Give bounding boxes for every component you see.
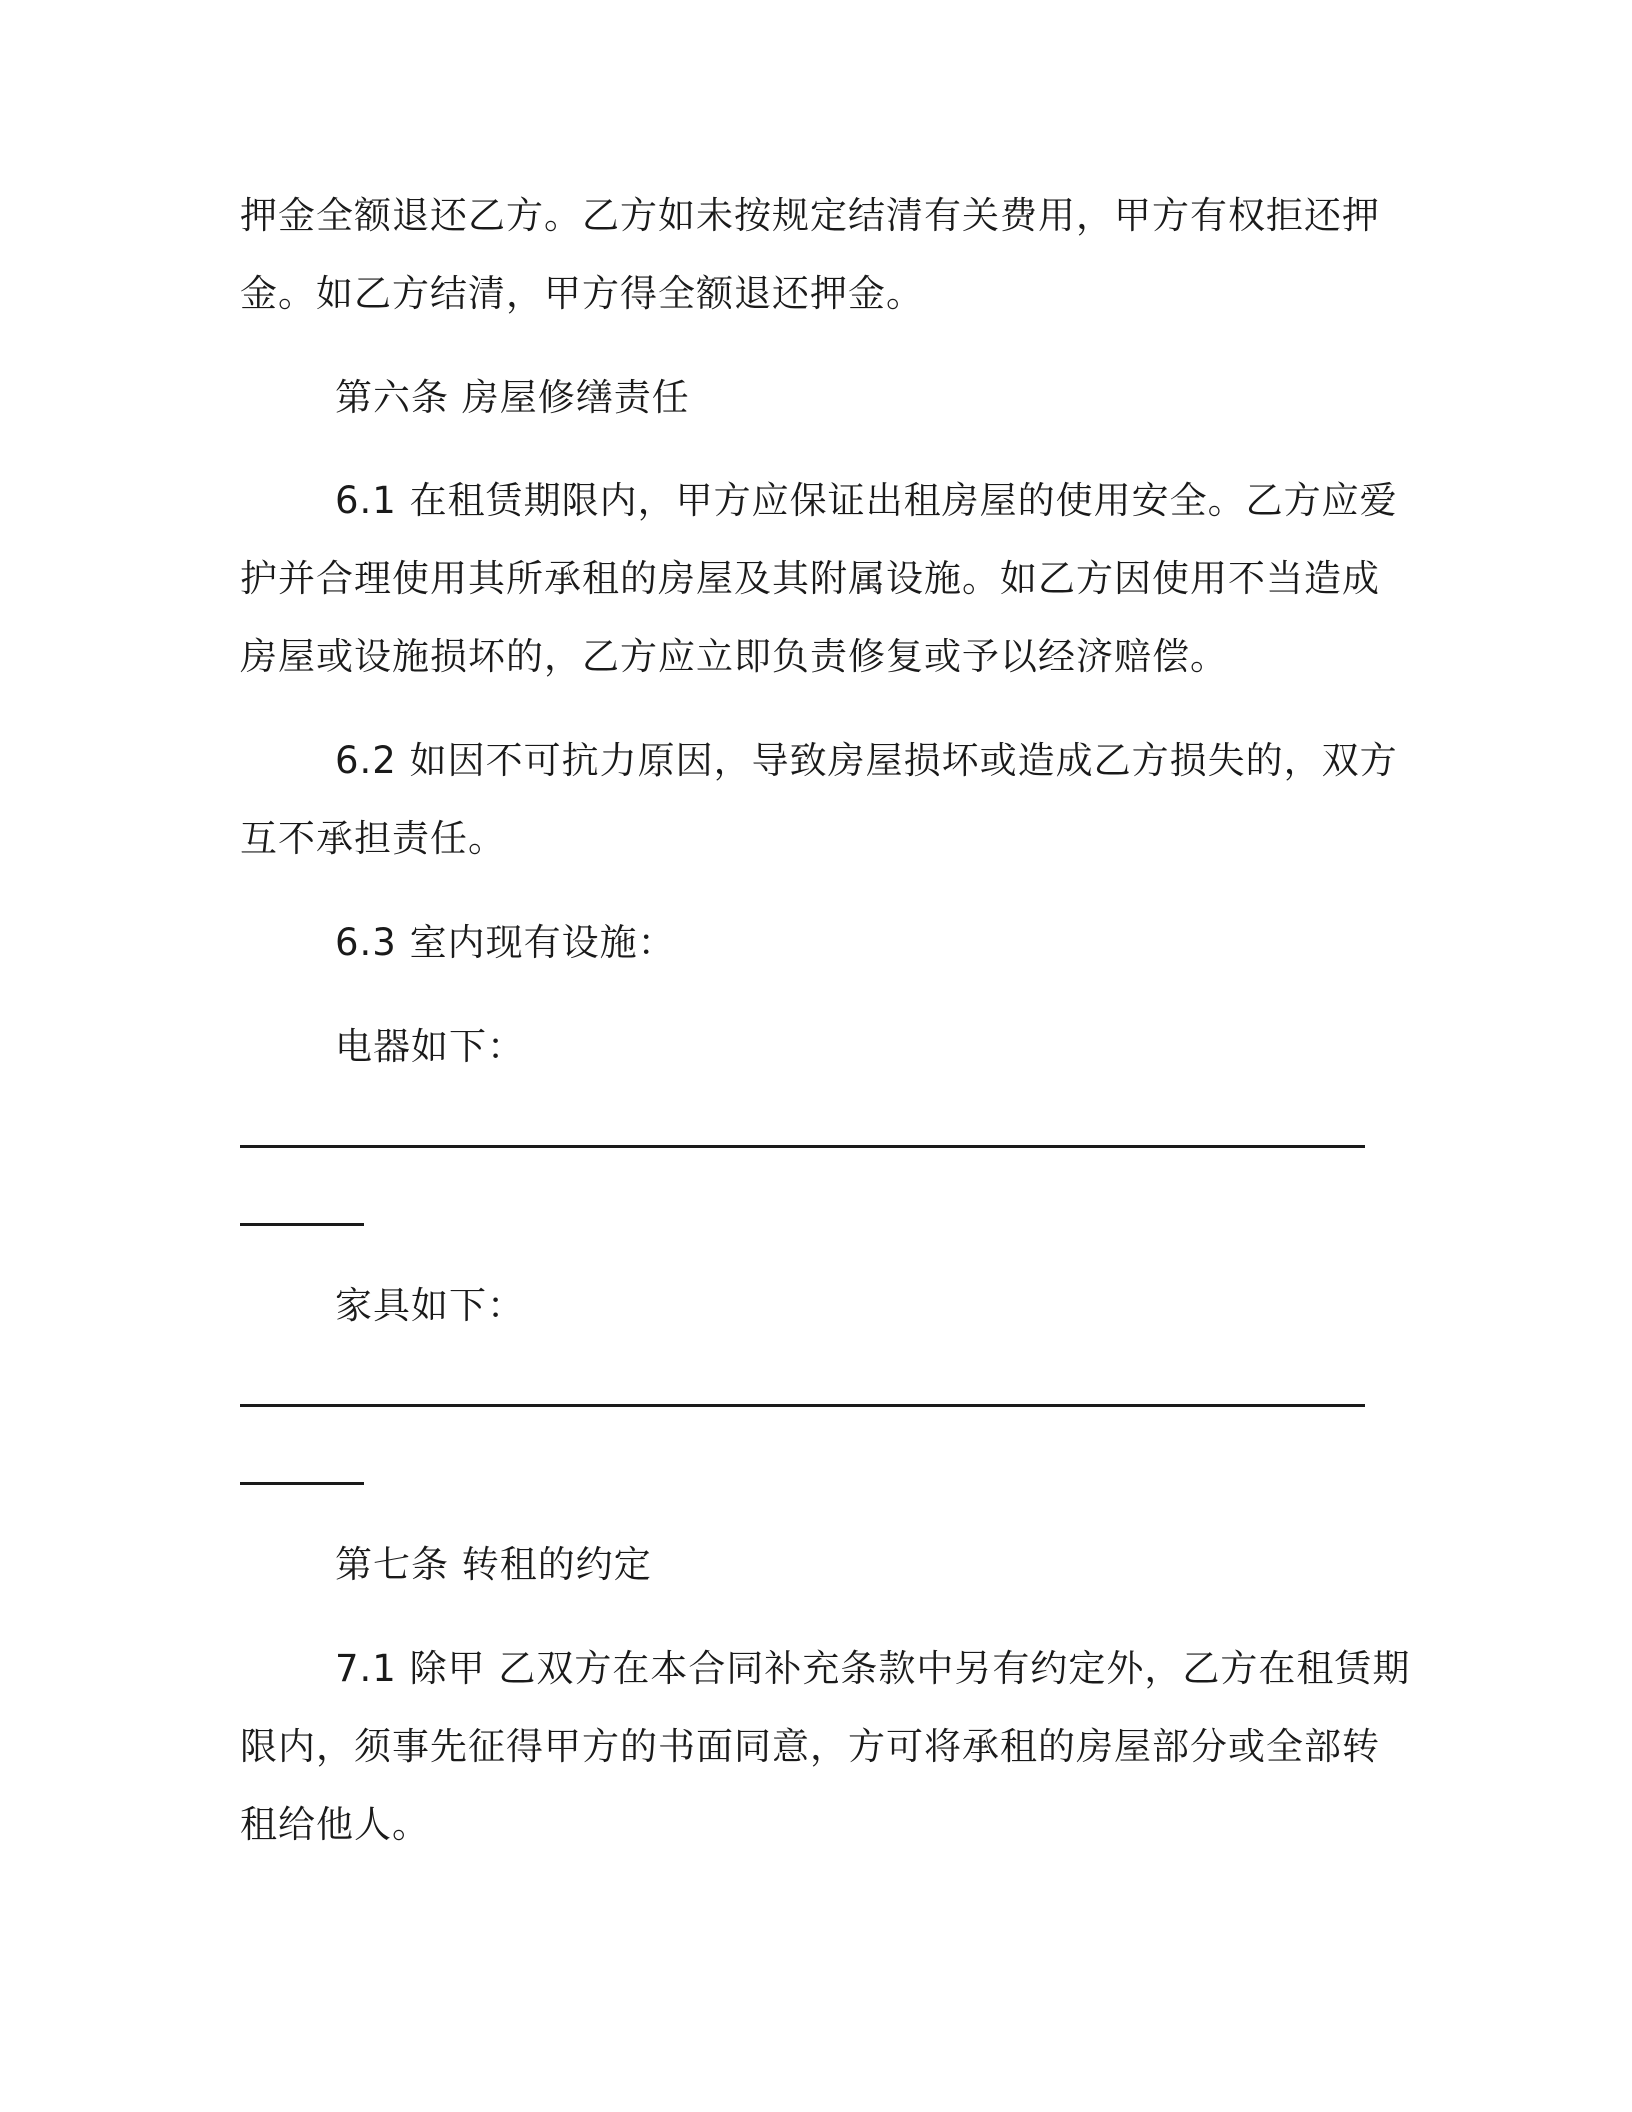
- article-7-heading: 第七条 转租的约定: [335, 1543, 652, 1586]
- article-6-heading: 第六条 房屋修缮责任: [335, 376, 690, 419]
- deposit-text-line-2: 金。如乙方结清，甲方得全额退还押金。: [240, 272, 924, 315]
- clause-6-2-line-2: 互不承担责任。: [240, 817, 506, 860]
- furniture-label: 家具如下：: [335, 1284, 525, 1327]
- furniture-fill-line-2: [240, 1482, 364, 1485]
- clause-6-1-line-2: 护并合理使用其所承租的房屋及其附属设施。如乙方因使用不当造成: [240, 557, 1380, 600]
- furniture-fill-line-1: [240, 1404, 1365, 1407]
- clause-7-1-line-3: 租给他人。: [240, 1803, 430, 1846]
- clause-6-2-line-1: 6.2 如因不可抗力原因，导致房屋损坏或造成乙方损失的，双方: [335, 739, 1398, 782]
- appliances-fill-line-2: [240, 1223, 364, 1226]
- appliances-fill-line-1: [240, 1145, 1365, 1148]
- appliances-label: 电器如下：: [335, 1025, 525, 1068]
- clause-7-1-line-1: 7.1 除甲 乙双方在本合同补充条款中另有约定外，乙方在租赁期: [335, 1647, 1411, 1690]
- clause-6-3: 6.3 室内现有设施：: [335, 921, 676, 964]
- clause-7-1-line-2: 限内，须事先征得甲方的书面同意，方可将承租的房屋部分或全部转: [240, 1725, 1380, 1768]
- clause-6-1-line-3: 房屋或设施损坏的，乙方应立即负责修复或予以经济赔偿。: [240, 635, 1228, 678]
- deposit-text-line-1: 押金全额退还乙方。乙方如未按规定结清有关费用，甲方有权拒还押: [240, 194, 1380, 237]
- clause-6-1-line-1: 6.1 在租赁期限内，甲方应保证出租房屋的使用安全。乙方应爱: [335, 479, 1398, 522]
